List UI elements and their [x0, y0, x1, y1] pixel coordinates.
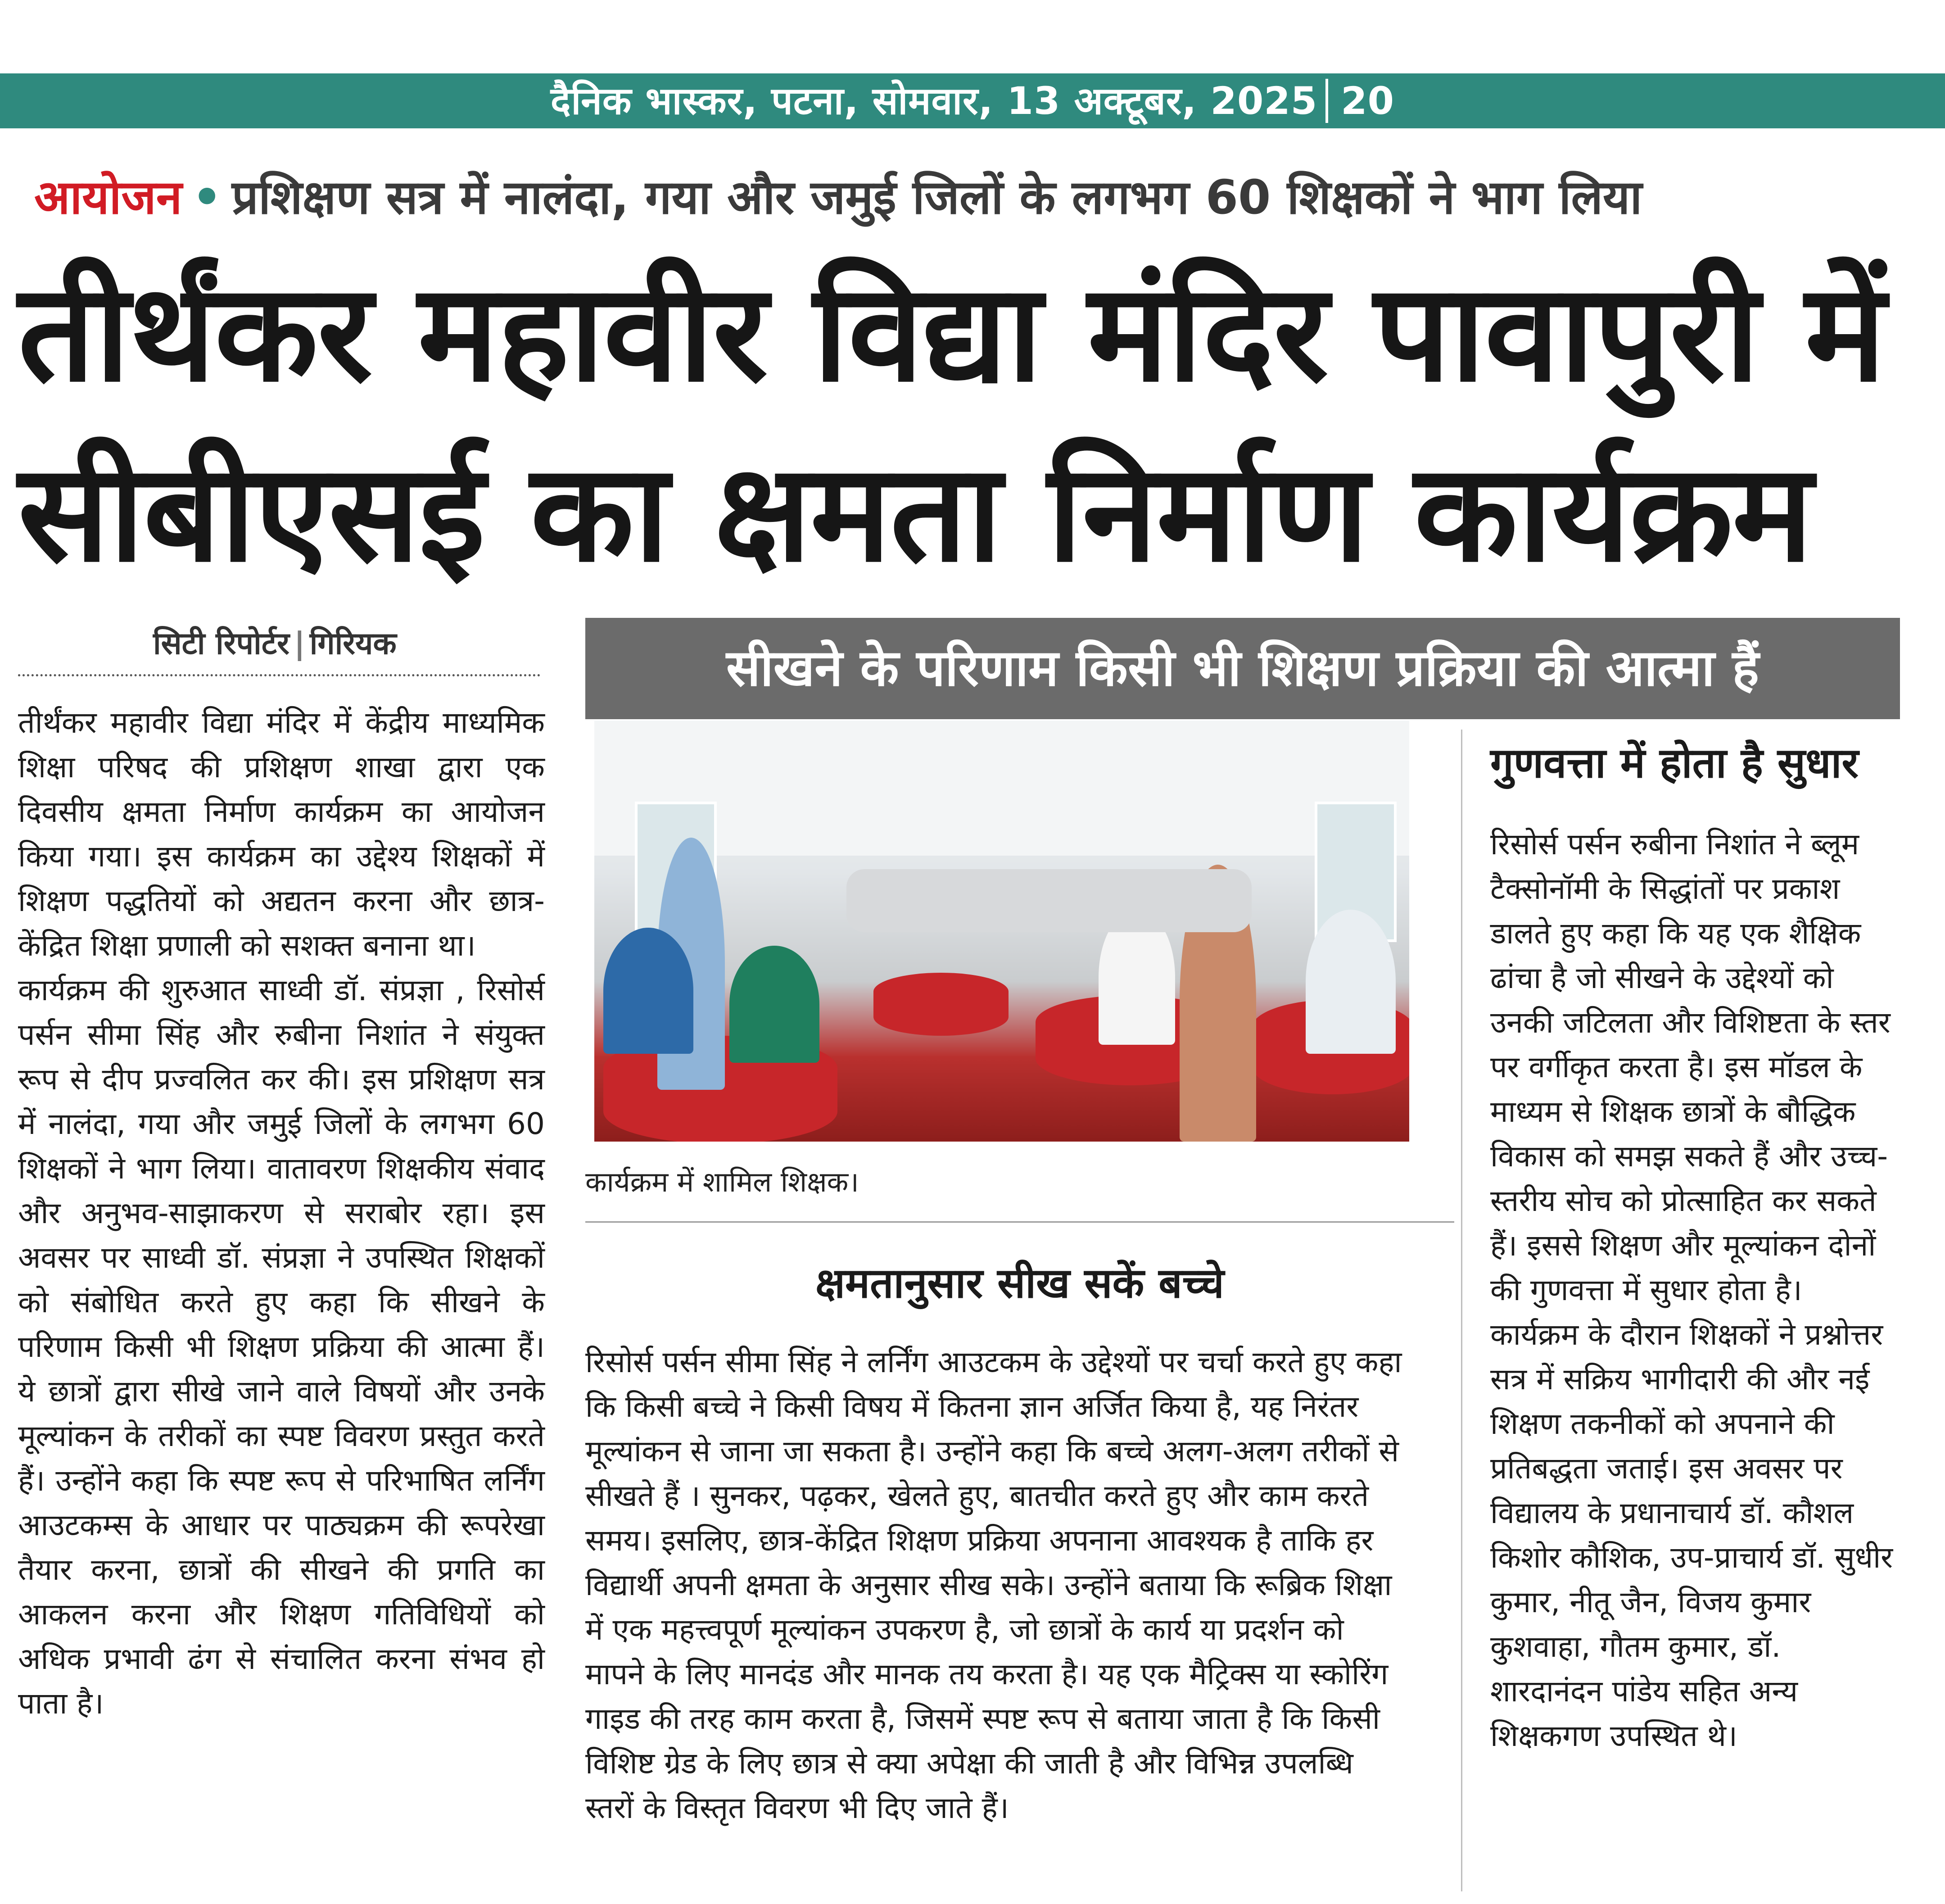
- quote-banner: सीखने के परिणाम किसी भी शिक्षण प्रक्रिया की आत्मा हैं: [585, 618, 1900, 719]
- kicker-bullet: •: [192, 170, 222, 225]
- page-number: 20: [1325, 79, 1394, 123]
- right-paragraph-2: कार्यक्रम के दौरान शिक्षकों ने प्रश्नोत्तर सत्र में सक्रिय भागीदारी की और नई शिक्षण तकनीकों को अपनाने की प्रतिबद्धता जताई। इस अवसर पर विद्यालय के प्रधानाचार्य डॉ. कौशल किशोर कौशिक, उप-प्राचार्य डॉ. सुधीर कुमार, नीतू जैन, विजय कुमार कुशवाहा, गौतम कुमार, डॉ. शारदानंदन पांडेय सहित अन्य शिक्षकगण उपस्थित थे।: [1490, 1317, 1893, 1753]
- masthead-text: दैनिक भास्कर, पटना, सोमवार, 13 अक्टूबर, 2025: [550, 79, 1318, 123]
- right-column: [1490, 822, 1895, 1758]
- caption-divider: [585, 1221, 1454, 1223]
- left-paragraph-2: कार्यक्रम की शुरुआत साध्वी डॉ. संप्रज्ञा , रिसोर्स पर्सन सीमा सिंह और रुबीना निशांत ने संयुक्त रूप से दीप प्रज्वलित कर की। इस प्रशिक्षण सत्र में नालंदा, गया और जमुई जिलों के लगभग 60 शिक्षकों ने भाग लिया। वातावरण शिक्षकीय संवाद और अनुभव-साझाकरण से सराबोर रहा। इस अवसर पर साध्वी डॉ. संप्रज्ञा ने उपस्थित शिक्षकों को संबोधित करते हुए कहा कि सीखने के परिणाम किसी भी शिक्षण प्रक्रिया की आत्मा हैं। ये छात्रों द्वारा सीखे जाने वाले विषयों और उनके मूल्यांकन के तरीकों का स्पष्ट विवरण प्रस्तुत करते हैं। उन्होंने कहा कि स्पष्ट रूप से परिभाषित लर्निंग आउटकम्स के आधार पर पाठ्यक्रम की रूपरेखा तैयार करना, छात्रों की सीखने की प्रगति का आकलन करना और शिक्षण गतिविधियों को अधिक प्रभावी ढंग से संचालित करना संभव हो पाता है।: [18, 973, 545, 1721]
- headline-line-2: सीबीएसई का क्षमता निर्माण कार्यक्रम: [18, 435, 1812, 592]
- middle-column: [585, 1340, 1409, 1830]
- middle-subheading: क्षमतानुसार सीख सकें बच्चे: [815, 1259, 1224, 1307]
- byline-divider: [18, 674, 540, 676]
- photo-caption: कार्यक्रम में शामिल शिक्षक।: [585, 1165, 859, 1198]
- left-column: [18, 700, 545, 1726]
- kicker-tag: आयोजन: [34, 170, 182, 225]
- right-subheading: गुणवत्ता में होता है सुधार: [1490, 739, 1859, 787]
- photo-audience: [846, 869, 1252, 932]
- event-photo: [594, 721, 1409, 1142]
- byline-reporter: सिटी रिपोर्टर: [153, 626, 289, 662]
- photo-teacher: [1306, 910, 1396, 1054]
- photo-table: [873, 973, 1009, 1036]
- byline-separator: |: [294, 626, 305, 662]
- masthead-bar: [0, 73, 1945, 128]
- headline-line-1: तीर्थंकर महावीर विद्या मंदिर पावापुरी में: [18, 254, 1885, 412]
- photo-teacher: [603, 928, 693, 1054]
- kicker-text: प्रशिक्षण सत्र में नालंदा, गया और जमुई जिलों के लगभग 60 शिक्षकों ने भाग लिया: [231, 170, 1642, 225]
- middle-paragraph-1: रिसोर्स पर्सन सीमा सिंह ने लर्निंग आउटकम के उद्देश्यों पर चर्चा करते हुए कहा कि किसी बच्चे ने किसी विषय में कितना ज्ञान अर्जित किया है, यह निरंतर मूल्यांकन से जाना जा सकता है। उन्होंने कहा कि बच्चे अलग-अलग तरीकों से सीखते हैं । सुनकर, पढ़कर, खेलते हुए, बातचीत करते हुए और काम करते समय। इसलिए, छात्र-केंद्रित शिक्षण प्रक्रिया अपनाना आवश्यक है ताकि हर विद्यार्थी अपनी क्षमता के अनुसार सीख सके। उन्होंने बताया कि रूब्रिक शिक्षा में एक महत्त्वपूर्ण मूल्यांकन उपकरण है, जो छात्रों के कार्य या प्रदर्शन को मापने के लिए मानदंड और मानक तय करता है। यह एक मैट्रिक्स या स्कोरिंग गाइड की तरह काम करता है, जिसमें स्पष्ट रूप से बताया जाता है कि किसी विशिष्ट ग्रेड के लिए छात्र से क्या अपेक्षा की जाती है और विभिन्न उपलब्धि स्तरों के विस्तृत विवरण भी दिए जाते हैं।: [585, 1345, 1402, 1825]
- left-paragraph-1: तीर्थंकर महावीर विद्या मंदिर में केंद्रीय माध्यमिक शिक्षा परिषद की प्रशिक्षण शाखा द्वारा एक दिवसीय क्षमता निर्माण कार्यक्रम का आयोजन किया गया। इस कार्यक्रम का उद्देश्य शिक्षकों में शिक्षण पद्धतियों को अद्यतन करना और छात्र-केंद्रित शिक्षा प्रणाली को सशक्त बनाना था।: [18, 705, 545, 963]
- byline-location: गिरियक: [309, 626, 397, 662]
- photo-teacher: [729, 946, 819, 1063]
- column-divider: [1461, 730, 1462, 1891]
- right-paragraph-1: रिसोर्स पर्सन रुबीना निशांत ने ब्लूम टैक्सोनॉमी के सिद्धांतों पर प्रकाश डालते हुए कहा कि यह एक शैक्षिक ढांचा है जो सीखने के उद्देश्यों को उनकी जटिलता और विशिष्टता के स्तर पर वर्गीकृत करता है। इस मॉडल के माध्यम से शिक्षक छात्रों के बौद्धिक विकास को समझ सकते हैं और उच्च-स्तरीय सोच को प्रोत्साहित कर सकते हैं। इससे शिक्षण और मूल्यांकन दोनों की गुणवत्ता में सुधार होता है।: [1490, 827, 1891, 1307]
- byline: [153, 619, 397, 669]
- kicker-line: [34, 166, 1916, 229]
